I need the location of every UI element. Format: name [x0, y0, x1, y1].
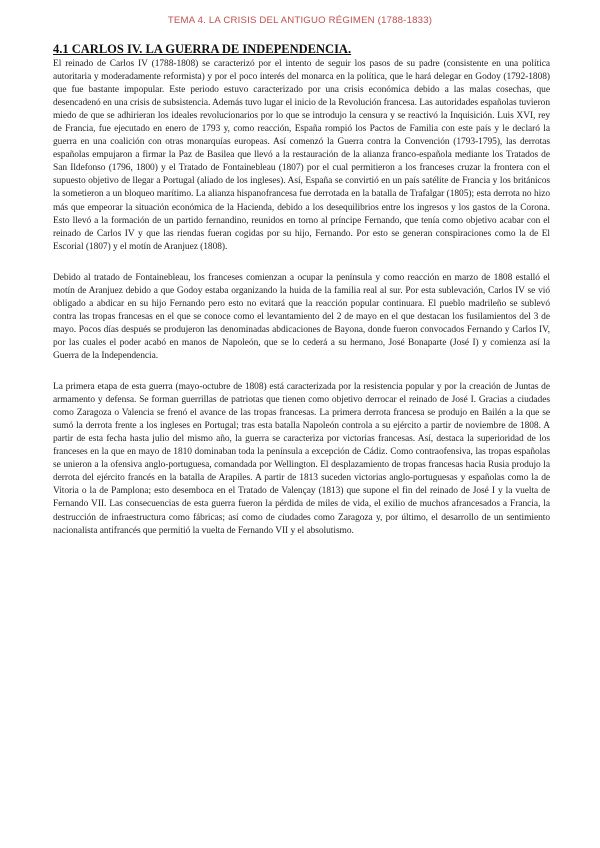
paragraph-2: Debido al tratado de Fontainebleau, los franceses comienzan a ocupar la península y como reacción en marzo de 1808 estalló el motín de Aranjuez debido a que Godoy estaba organizando la huida de la familia real al sur. Por esta sublevación, Carlos IV se vió obligado a abdicar en su hijo Fernando pero esto no evitará que la reacción popular continuara. El pueblo madrileño se sublevó contra las tropas francesas en el que se conoce como el levantamiento del 2 de mayo en el que destacan los fusilamientos del 3 de mayo. Pocos días después se produjeron las denominadas abdicaciones de Bayona, donde fueron convocados Fernando y Carlos IV, por las cuales el poder acabó en manos de Napoleón, que se lo cederá a su hermano, José Bonaparte (José I) y comienza así la Guerra de la Independencia.	[53, 272, 550, 361]
document-body	[53, 42, 550, 556]
section-title: 4.1 CARLOS IV. LA GUERRA DE INDEPENDENCIA.	[53, 42, 352, 56]
paragraph-1: El reinado de Carlos IV (1788-1808) se caracterizó por el intento de seguir los pasos de su padre (consistente en una política autoritaria y moderadamente reformista) y por el poco interés del monarca en la política, que le hará delegar en Godoy (1792-1808) que fue bastante impopular. Este periodo estuvo caracterizado por una crisis económica debido a las malas cosechas, que desencadenó en una crisis de subsistencia. Además tuvo lugar el inicio de la Revolución francesa. Las autoridades españolas tuvieron miedo de que se adhirieran los ideales revolucionarios por lo que se introdujo la censura y se reactivó la Inquisición. Luis XVI, rey de Francia, fue ejecutado en enero de 1793 y, como reacción, España rompió los Pactos de Familia con este país y le declaró la guerra en una coalición con otras monarquías europeas. Así comenzó la Guerra contra la Convención (1793-1795), las derrotas españolas empujaron a firmar la Paz de Basilea que llevó a la restauración de la alianza franco-española mediante los Tratados de San Ildefonso (1796, 1800) y el Tratado de Fontainebleau (1807) por el cual permitieron a los franceses cruzar la frontera con el supuesto objetivo de llegar a Portugal (aliado de los ingleses). Así, España se convirtió en un país satélite de Francia y los británicos la sometieron a un bloqueo marítimo. La alianza hispanofrancesa fue derrotada en la batalla de Trafalgar (1805); esta derrota no hizo más que empeorar la situación económica de la Hacienda, debido a los desequilibrios entre los ingresos y los gastos de la Corona. Esto llevó a la formación de un partido fernandino, reunidos en torno al príncipe Fernando, que tenía como objetivo acabar con el reinado de Carlos IV y que las riendas fueran cogidas por su hijo, Fernando. Por esto se generan conspiraciones como la de El Escorial (1807) y el motín de Aranjuez (1808).	[53, 59, 550, 252]
running-header: TEMA 4. LA CRISIS DEL ANTIGUO RÉGIMEN (1788-1833)	[167, 15, 433, 26]
paragraph-3: La primera etapa de esta guerra (mayo-octubre de 1808) está caracterizada por la resistencia popular y por la creación de Juntas de armamento y defensa. Se forman guerrillas de patriotas que tienen como objetivo derrocar el reinado de José I. Gracias a ciudades como Zaragoza o Valencia se frenó el avance de las tropas francesas. La primera derrota francesa se produjo en Bailén a la que se sumó la derrota frente a los ingleses en Portugal; tras esta batalla Napoleón controla a su ejército a partir de noviembre de 1808. A partir de esta fecha hasta julio del mismo año, la guerra se caracteriza por victorias francesas. Así, destaca la superioridad de los franceses en la que en mayo de 1810 dominaban toda la península a excepción de Cádiz. Como contraofensiva, las tropas españolas se unieron a la ofensiva anglo-portuguesa, comandada por Wellington. El desplazamiento de tropas francesas hacia Rusia produjo la derrota del ejército francés en la batalla de Arapiles. A partir de 1813 suceden victorias anglo-portuguesas y españolas como la de Vitoria o la de Pamplona; esto desemboca en el Tratado de Valençay (1813) que supone el fin del reinado de José I y la vuelta de Fernando VII. Las consecuencias de esta guerra fueron la pérdida de miles de vida, el exilio de muchos afrancesados a Francia, la destrucción de infraestructura como fábricas; así como de ciudades como Zaragoza y, por último, el desarrollo de un sentimiento nacionalista antifrancés que permitió la vuelta de Fernando VII y el absolutismo.	[53, 382, 550, 536]
